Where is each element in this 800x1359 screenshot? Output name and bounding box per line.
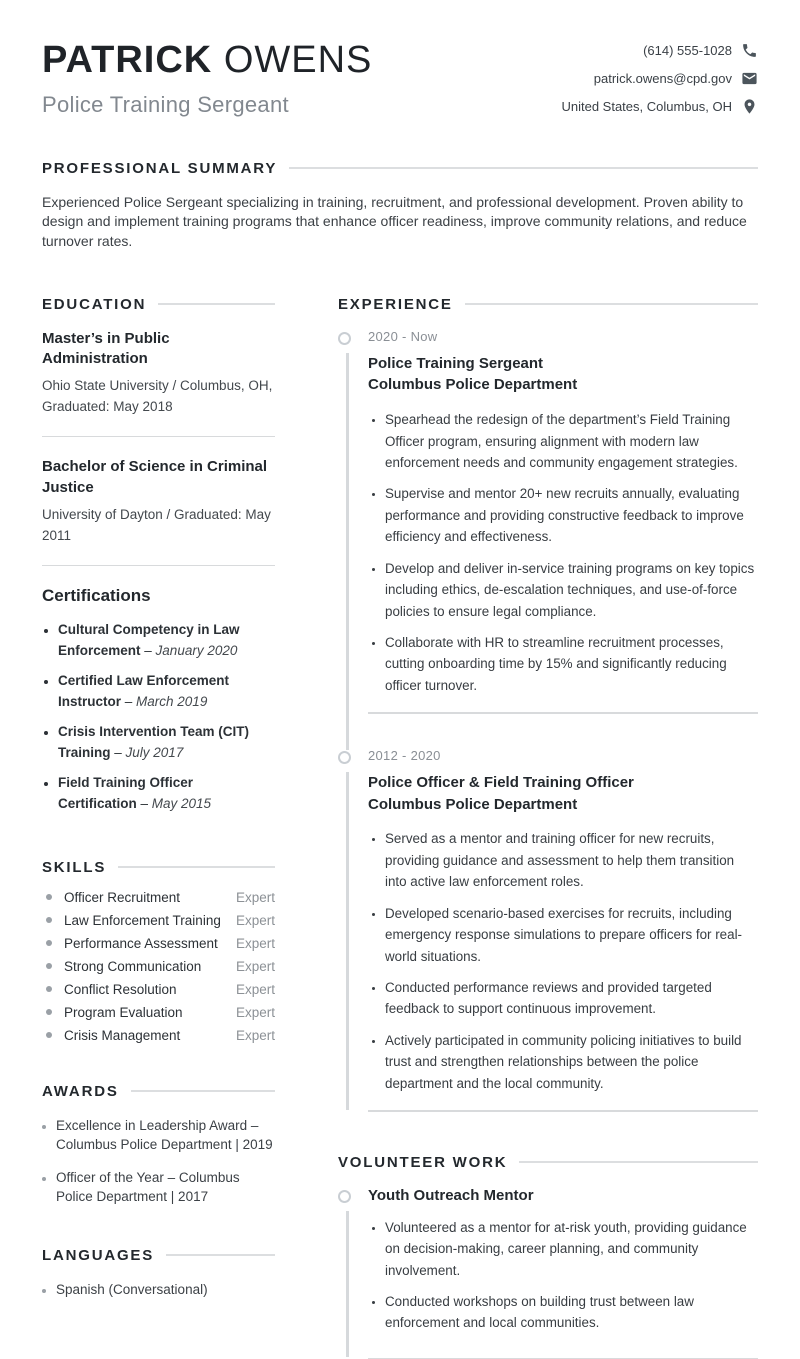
skill-row [42,913,275,928]
experience-bullets [385,828,758,1094]
bullet-dot [46,986,52,992]
certification-item [58,722,275,764]
skills-section [42,859,275,1043]
certifications-list [58,620,275,814]
identity-block [42,40,372,118]
education-heading [42,296,275,313]
awards-list [56,1116,275,1207]
experience-entry-content [368,329,758,714]
certifications-heading: Certifications [42,586,151,606]
skill-level: Expert [235,981,275,997]
timeline-circle-icon [338,1190,351,1203]
bullet-dot [46,1009,52,1015]
skills-heading [42,859,275,876]
heading-rule [118,866,275,868]
timeline-circle-icon [338,332,351,345]
education-entry [42,329,275,418]
education-entry [42,457,275,546]
education-section [42,296,275,815]
right-column [338,296,758,1359]
contact-location [561,98,758,115]
envelope-icon [741,70,758,87]
experience-company: Columbus Police Department [368,376,578,394]
certification-date: March 2019 [136,694,208,710]
experience-entry-content [368,748,758,1112]
heading-rule [166,1254,275,1256]
experience-bullet: • Spearhead the redesign of the department’s Field Training Officer program, ensuring alignment with modern law enforcement needs and community engagement strategies. [385,409,758,473]
volunteer-bullet: • Conducted workshops on building trust between law enforcement and local communities. [385,1291,758,1334]
summary-heading [42,160,758,177]
experience-bullet: • Supervise and mentor 20+ new recruits annually, evaluating performance and providing constructive feedback to improve efficiency and effectiveness. [385,483,758,547]
skill-name: Crisis Management [64,1027,181,1043]
separator: – [121,694,137,710]
experience-bullet: • Served as a mentor and training officer for new recruits, providing guidance and assessment to help them transition into active law enforcement roles. [385,828,758,892]
skill-level: Expert [235,889,275,905]
language-item: • Spanish (Conversational) [56,1280,275,1300]
separator: – [136,795,152,811]
volunteer-entry [338,1187,758,1359]
summary-text: Experienced Police Sergeant specializing in training, recruitment, and professional development. Proven ability to design and implement training programs that enhance officer readiness, improve community relations, and reduce turnover rates. [42,193,747,249]
skill-name: Strong Communication [64,958,202,974]
degree-details: University of Dayton / Graduated: May 2011 [42,506,271,543]
left-column [42,296,275,1359]
certification-item [58,671,275,713]
skills-list [42,890,275,1043]
heading-rule [158,303,275,305]
experience-heading [338,296,758,313]
first-name: PATRICK [42,39,213,81]
degree-details: Ohio State University / Columbus, OH, Graduated: May 2018 [42,378,273,414]
experience-heading-label: EXPERIENCE [338,295,453,313]
certification-name: Cultural Competency in Law Enforcement [58,622,240,659]
certification-item [58,620,275,662]
skill-row [42,1028,275,1043]
experience-entry [338,329,758,714]
experience-entry [338,748,758,1112]
experience-bullet: • Developed scenario-based exercises for recruits, including emergency response simulations to prepare officers for real-world situations. [385,903,758,967]
skill-name: Program Evaluation [64,1004,183,1020]
experience-company: Columbus Police Department [368,795,578,813]
awards-heading-label: AWARDS [42,1082,119,1100]
certification-date: May 2015 [151,795,212,811]
experience-bullet: • Conducted performance reviews and provided targeted feedback to support continuous improvement. [385,977,758,1020]
timeline-stem [346,772,349,1110]
volunteer-heading-label: VOLUNTEER WORK [338,1153,508,1171]
languages-section [42,1247,275,1300]
volunteer-heading [338,1154,758,1171]
timeline-stem [346,353,349,750]
experience-dates: 2012 - 2020 [368,747,441,763]
skills-heading-label: SKILLS [42,858,107,876]
summary-section [42,160,758,252]
experience-section [338,296,758,1112]
skill-name: Law Enforcement Training [64,912,221,928]
location-pin-icon [741,98,758,115]
contact-phone [561,42,758,59]
skill-name: Performance Assessment [64,935,218,951]
divider [42,565,275,567]
certification-item [58,773,275,815]
skill-level: Expert [235,1027,275,1043]
certification-date: January 2020 [155,643,238,659]
candidate-name [42,40,372,82]
contact-email [561,70,758,87]
skill-row [42,1005,275,1020]
languages-heading-label: LANGUAGES [42,1246,155,1264]
skill-row [42,982,275,997]
experience-dates: 2020 - Now [368,328,438,344]
skill-level: Expert [235,1004,275,1020]
contact-block [561,42,758,115]
candidate-job-title: Police Training Sergeant [42,91,289,117]
bullet-dot [46,894,52,900]
skill-row [42,936,275,951]
phone-icon [741,42,758,59]
volunteer-bullets [385,1217,758,1334]
volunteer-entry-content [368,1187,758,1359]
heading-rule [465,303,758,305]
timeline-stem [346,1211,349,1358]
volunteer-section [338,1154,758,1359]
experience-bullet: • Collaborate with HR to streamline recruitment processes, cutting onboarding time by 15% and significantly reducing officer turnover. [385,632,758,696]
award-item: • Officer of the Year – Columbus Police Department | 2017 [56,1168,275,1207]
education-heading-label: EDUCATION [42,295,147,313]
divider [368,712,758,714]
awards-section [42,1083,275,1207]
last-name: OWENS [223,39,373,81]
awards-heading [42,1083,275,1100]
degree-title: Master’s in Public Administration [42,329,170,367]
volunteer-role: Youth Outreach Mentor [368,1186,534,1204]
bullet-dot [46,963,52,969]
heading-rule [131,1090,275,1092]
divider [368,1110,758,1112]
certification-name: Certified Law Enforcement Instructor [58,673,230,710]
experience-bullet: • Develop and deliver in-service training programs on key topics including ethics, de-escalation techniques, and use-of-force policies to ensure legal compliance. [385,558,758,622]
skill-row [42,890,275,905]
separator: – [140,643,156,659]
skill-name: Officer Recruitment [64,889,181,905]
skill-level: Expert [235,958,275,974]
degree-title: Bachelor of Science in Criminal Justice [42,458,268,496]
email-address: patrick.owens@cpd.gov [593,71,732,86]
certification-name: Crisis Intervention Team (CIT) Training [58,723,250,760]
resume-columns [42,296,758,1359]
languages-heading [42,1247,275,1264]
timeline-circle-icon [338,751,351,764]
languages-list [56,1280,275,1300]
experience-bullet: • Actively participated in community policing initiatives to build trust and strengthen relationships between the police department and the local community. [385,1030,758,1094]
heading-rule [519,1161,758,1163]
location-text: United States, Columbus, OH [561,99,732,114]
certification-date: July 2017 [125,744,184,760]
skill-level: Expert [235,912,275,928]
bullet-dot [46,940,52,946]
summary-heading-label: PROFESSIONAL SUMMARY [42,159,278,177]
separator: – [110,744,126,760]
heading-rule [289,167,758,169]
phone-number: (614) 555-1028 [643,43,732,58]
volunteer-bullet: • Volunteered as a mentor for at-risk youth, providing guidance on decision-making, career planning, and community involvement. [385,1217,758,1281]
skill-level: Expert [235,935,275,951]
certifications-subsection [42,586,275,814]
divider [42,436,275,438]
bullet-dot [46,1032,52,1038]
experience-role: Police Training Sergeant [368,354,544,372]
skill-name: Conflict Resolution [64,981,177,997]
resume-header [42,40,758,118]
skill-row [42,959,275,974]
bullet-dot [46,917,52,923]
certification-name: Field Training Officer Certification [58,774,194,811]
experience-role: Police Officer & Field Training Officer [368,773,634,791]
experience-bullets [385,409,758,696]
award-item: • Excellence in Leadership Award – Columbus Police Department | 2019 [56,1116,275,1155]
